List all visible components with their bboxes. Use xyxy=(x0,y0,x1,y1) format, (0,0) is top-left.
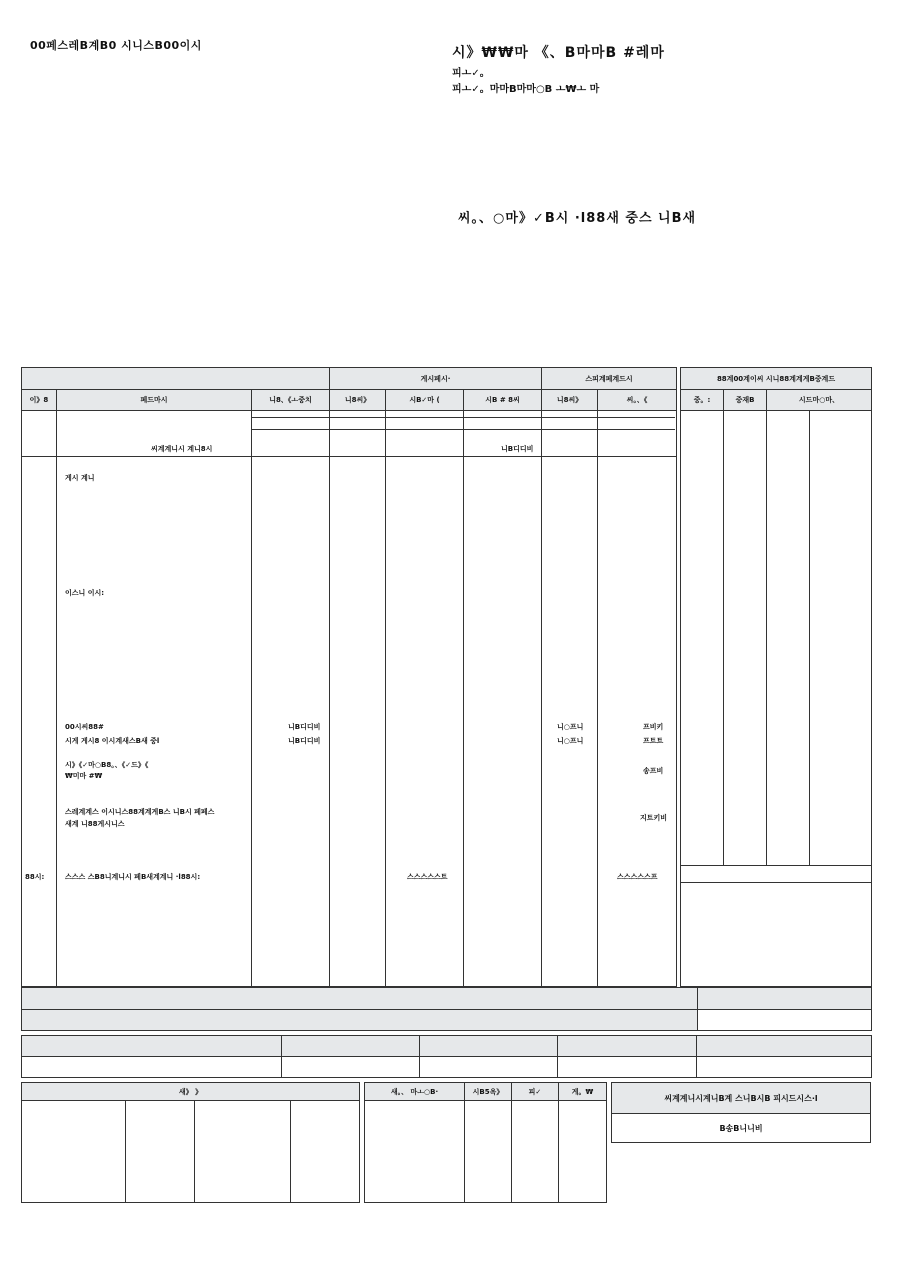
bottom-right-title: 씨계계니시계니B계 스니B시B 피시드시스·l xyxy=(612,1083,871,1114)
summary-bars xyxy=(21,987,871,1031)
bottom-mid-header-2: 피✓ xyxy=(512,1083,559,1101)
col-header-4: 시B✓마 ( xyxy=(386,390,464,411)
bottom-mid-header-1: 시B5옥》 xyxy=(465,1083,512,1101)
bottom-right-box xyxy=(611,1082,871,1143)
item-1-v2: 니○프니 xyxy=(557,723,584,731)
header-right-line-1: 피ㅗ✓。 xyxy=(452,68,490,79)
header-right-line-2: 피ㅗ✓。마마B마마○B ㅗ₩ㅗ 마 xyxy=(452,84,600,95)
item-2-v1: 니B디디비 xyxy=(288,737,321,745)
section2-label: 이스니 이시: xyxy=(65,589,105,597)
bottom-mid-table xyxy=(364,1082,607,1203)
right-body-frame xyxy=(680,410,872,987)
item-4-v3: 지트키비 xyxy=(640,814,668,822)
group-header-blank xyxy=(22,368,330,390)
total-label: 스스스 스B8니계니시 페B새계계니 ·l88시: xyxy=(65,873,201,881)
bottom-right-value: B송B니니비 xyxy=(612,1114,871,1143)
header-subtitle: 씨。、○마》✓B시 ·l88새 중스 니B새 xyxy=(458,211,697,226)
group-header-2: 스피계페계드시 xyxy=(542,368,677,390)
col-header-5: 시B # 8씨 xyxy=(464,390,542,411)
col-header-9: 중재B xyxy=(724,390,767,411)
item-3-label2: ₩미마 #₩ xyxy=(65,772,103,780)
total-v1: 스스스스스트 xyxy=(407,873,448,881)
item-4-label2: 새계 니88게시니스 xyxy=(65,820,125,828)
col-header-8: 중。: xyxy=(681,390,724,411)
main-body-frame xyxy=(21,410,677,987)
bottom-mid-header-0: 새。、 마ㅗ○B· xyxy=(365,1083,465,1101)
item-2-v3: 프트트 xyxy=(643,737,664,745)
group-header-3: 88계00계이씨 시니88계계게B중계드 xyxy=(681,368,872,390)
item-3-v3: 송프비 xyxy=(643,767,664,775)
header-right-title: 시》₩₩마 《、B마마B #레마 xyxy=(452,45,665,61)
total-v2: 스스스스스프 xyxy=(617,873,658,881)
col-header-3: 니8씨》 xyxy=(330,390,386,411)
bottom-mid-header-3: 게。₩ xyxy=(559,1083,607,1101)
col-header-6: 니8씨》 xyxy=(542,390,598,411)
subtotal-value: 니B디디비 xyxy=(501,445,534,453)
item-1-label: 00시씨88# xyxy=(65,723,104,731)
item-4-label: 스레계계스 이시니스88계계게B스 니B시 페페스 xyxy=(65,808,215,816)
bottom-left-header: 새》 》 xyxy=(22,1083,360,1101)
col-header-0: 이》8 xyxy=(22,390,57,411)
item-3-label: 시》《✓마○B8。、《✓드》《 xyxy=(65,761,149,769)
col-header-10: 시드마○마、 xyxy=(767,390,872,411)
col-header-7: 씨。、《 xyxy=(598,390,677,411)
group-header-1: 게시페시· xyxy=(330,368,542,390)
main-table xyxy=(21,367,871,987)
item-1-v3: 프비키 xyxy=(643,723,664,731)
bottom-left-table xyxy=(21,1082,360,1203)
item-1-v1: 니B디디비 xyxy=(288,723,321,731)
item-2-label: 시게 게시8 이시계새스B새 중l xyxy=(65,737,160,745)
header-left-title: 00페스레B계B0 시니스B00이시 xyxy=(30,39,202,52)
col-header-1: 페드마시 xyxy=(57,390,252,411)
five-col-block xyxy=(21,1035,871,1078)
col-header-2: 니8、《ㅗ중치 xyxy=(252,390,330,411)
subtotal-label: 씨계계니시 계니8시 xyxy=(151,445,213,453)
section1-label: 게시 계니 xyxy=(65,474,95,482)
item-2-v2: 니○프니 xyxy=(557,737,584,745)
total-prefix: 88시: xyxy=(25,873,45,881)
